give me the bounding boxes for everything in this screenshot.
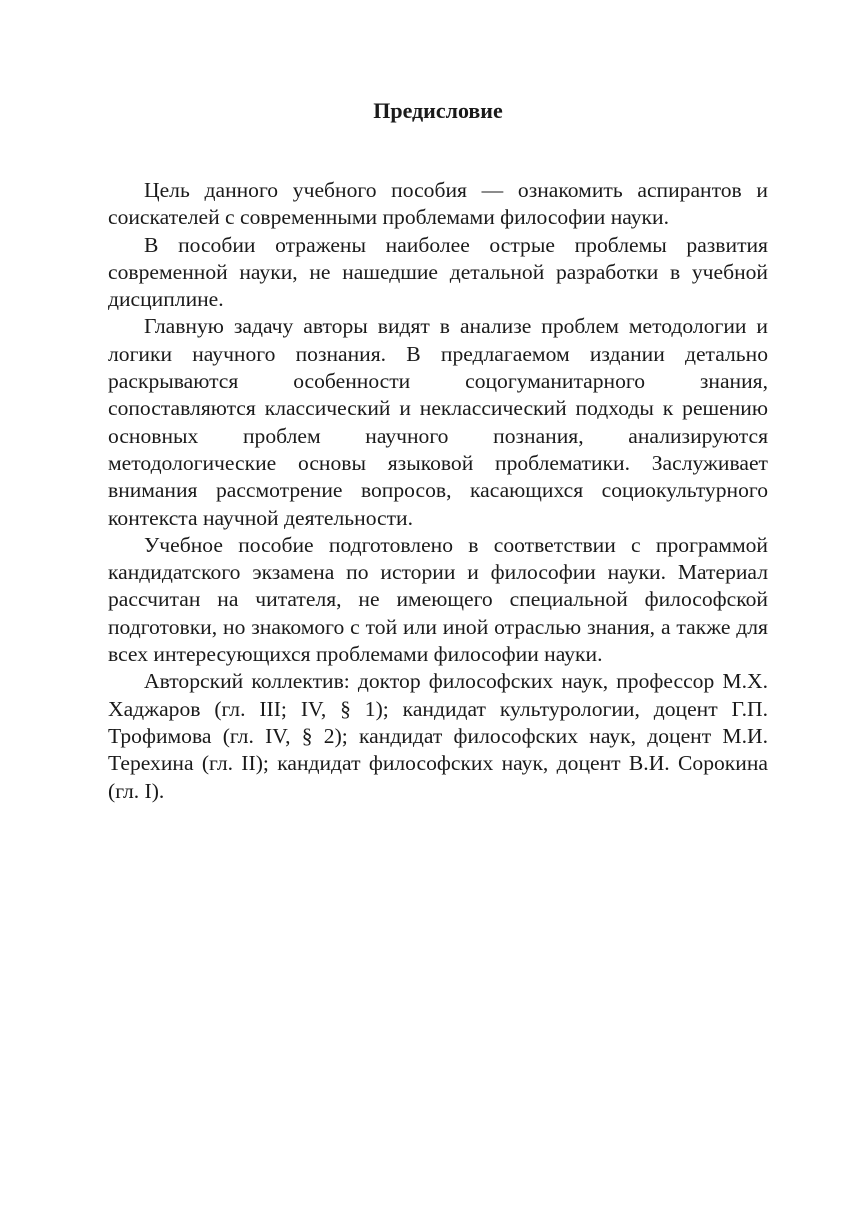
paragraph-main-task: Главную задачу авторы видят в анализе проблем методологии и логики научного познания. В предлагаемом издании детально раскрываются особенности соцогуманитарного знания, сопоставляются классический и неклассический подходы к решению основных проблем научного познания, анализируются методологические основы языковой проблематики. Заслуживает внимания рассмотрение вопросов, касающихся социокультурного контекста научной деятельности. <box>108 314 768 530</box>
paragraph-purpose: Цель данного учебного пособия — ознакомить аспирантов и соискателей с современными проблемами философии науки. <box>108 178 768 230</box>
page-title: Предисловие <box>373 98 503 123</box>
paragraph-scope: В пособии отражены наиболее острые проблемы развития современной науки, не нашедшие детальной разработки в учебной дисциплине. <box>108 232 768 312</box>
paragraph-audience: Учебное пособие подготовлено в соответствии с программой кандидатского экзамена по истории и философии науки. Материал рассчитан на читателя, не имеющего специальной философской подготовки, но знакомого с той или иной отраслью знания, а также для всех интересующихся проблемами философии науки. <box>108 532 768 667</box>
preface-body <box>108 177 768 805</box>
paragraph-authors: Авторский коллектив: доктор философских наук, профессор М.Х. Хаджаров (гл. III; IV, § 1); кандидат культурологии, доцент Г.П. Трофимова (гл. IV, § 2); кандидат философских наук, доцент М.И. Терехина (гл. II); кандидат философских наук, доцент В.И. Сорокина (гл. I). <box>108 669 768 803</box>
